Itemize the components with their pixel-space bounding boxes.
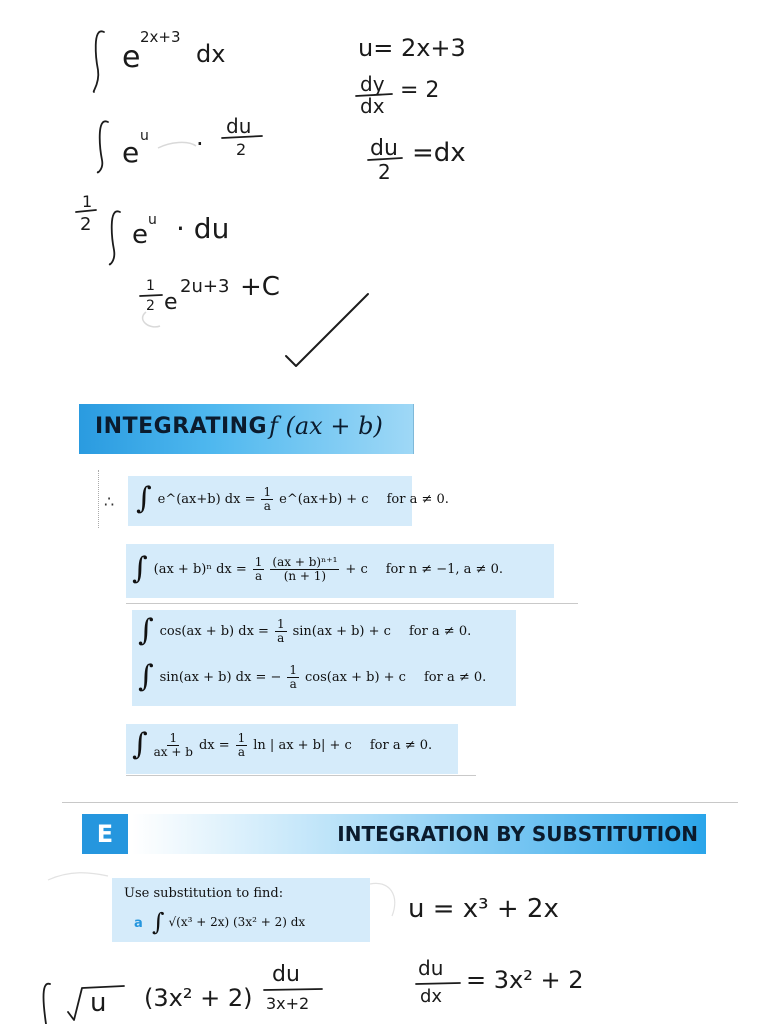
section-title-math: f (ax + b): [269, 412, 383, 440]
section-title-word: INTEGRATING: [95, 414, 268, 439]
integral-sign: ∫: [138, 613, 154, 648]
integral-stroke-bottom: [44, 984, 51, 1024]
hw-l2-exp: u: [140, 128, 149, 144]
f3-den: a: [277, 630, 285, 645]
faint-arc-left: [48, 873, 108, 880]
f3-coef: [275, 618, 287, 644]
integral-sign: ∫: [132, 727, 148, 762]
hw-l3-coef-num: 1: [82, 192, 93, 211]
integral-stroke-1: [94, 31, 104, 92]
f4-rhs: cos(ax + b) + c: [305, 669, 406, 685]
hw-r2-den: dx: [360, 94, 385, 118]
f2-num: (ax + b)ⁿ⁺¹: [272, 554, 338, 569]
frac-bar-bottom-left: [264, 989, 322, 990]
hw-l2-num: du: [226, 114, 252, 138]
integral-stroke-2: [98, 121, 108, 172]
formula-box-power: [126, 544, 554, 598]
rule-line: [126, 603, 578, 604]
hw-b2-num: du: [418, 956, 444, 980]
f2-coef: [253, 556, 265, 582]
hw-l1-base: e: [122, 40, 141, 75]
faint-correction-mark: [158, 142, 196, 148]
section-title-band: [132, 814, 706, 854]
hw-l1-exp: 2x+3: [140, 28, 181, 46]
integral-sign: ∫: [138, 659, 154, 694]
hw-l2-dot: ·: [196, 130, 204, 158]
formula-box-trig: [132, 610, 516, 706]
f2-den: (n + 1): [283, 568, 327, 583]
hw-b3-num: du: [272, 962, 300, 987]
section-title-integrating: [79, 404, 414, 454]
f1-coef: [261, 486, 273, 512]
hw-l3-base: e: [132, 220, 148, 250]
hw-l1-dx: dx: [196, 40, 226, 68]
hw-b3-mid: (3x² + 2): [144, 984, 253, 1012]
f4-cond: for a ≠ 0.: [423, 669, 487, 685]
hw-r2-eq: = 2: [400, 78, 440, 103]
hw-b3-den: 3x+2: [266, 994, 310, 1013]
f5-c-num: 1: [237, 730, 246, 745]
f4-coef: [287, 664, 299, 690]
f5-mid: dx =: [198, 737, 230, 753]
f5-cond: for a ≠ 0.: [369, 737, 433, 753]
f5-c-den: a: [237, 744, 246, 759]
f2-lhs: (ax + b)ⁿ dx =: [153, 561, 247, 577]
f5-den: ax + b: [153, 744, 193, 759]
f1-den: a: [263, 498, 271, 513]
integral-sign: ∫: [136, 481, 152, 516]
hw-r3-eq: =dx: [412, 138, 466, 168]
hw-l4-c: +C: [240, 272, 280, 302]
faint-circle-mark: [143, 312, 160, 327]
integral-sign: ∫: [132, 551, 148, 586]
frac-bar-bottom-right: [416, 983, 460, 984]
hw-r3-num: du: [370, 136, 398, 161]
f2-rhs: + c: [345, 561, 368, 577]
exercise-question: Use substitution to find:: [124, 886, 284, 901]
integral-stroke-3: [110, 211, 120, 264]
hw-l4-base: e: [164, 290, 178, 315]
f5-frac: [154, 732, 193, 758]
f5-num: 1: [169, 730, 178, 745]
f1-num: 1: [263, 484, 272, 499]
f1-cond: for a ≠ 0.: [386, 491, 449, 507]
hw-b2-rhs: = 3x² + 2: [466, 966, 584, 994]
integral-sign: ∫: [152, 908, 165, 936]
section-divider: [62, 802, 738, 803]
f2-cond: for n ≠ −1, a ≠ 0.: [385, 561, 503, 577]
f5-rhs: ln | ax + b| + c: [253, 737, 352, 753]
faint-arc-right: [370, 883, 395, 916]
hw-l3-rest: · du: [176, 212, 230, 245]
f4-den: a: [289, 676, 297, 691]
rule-line: [126, 775, 476, 776]
hw-b3-u: u: [90, 988, 107, 1018]
exercise-part-expr-text: √(x³ + 2x) (3x² + 2) dx: [168, 915, 306, 929]
f3-rhs: sin(ax + b) + c: [292, 623, 391, 639]
hw-b1: u = x³ + 2x: [408, 894, 559, 924]
f4-num: 1: [289, 662, 298, 677]
f2-frac: [270, 556, 339, 582]
f2-c-den: a: [255, 568, 263, 583]
f3-lhs: cos(ax + b) dx =: [159, 623, 269, 639]
hw-l3-exp: u: [148, 212, 157, 228]
f4-lhs: sin(ax + b) dx = −: [159, 669, 282, 685]
formula-box-exp: [128, 476, 449, 526]
check-mark-icon: [286, 294, 368, 366]
hw-r2-num: dy: [360, 72, 385, 96]
f2-c-num: 1: [254, 554, 263, 569]
frac-bar-half-2: [140, 295, 162, 296]
f3-num: 1: [276, 616, 285, 631]
hw-r1: u= 2x+3: [358, 34, 466, 62]
f1-lhs: e^(ax+b) dx =: [157, 491, 256, 507]
hw-l2-den: 2: [236, 140, 247, 159]
section-title-substitution: INTEGRATION BY SUBSTITUTION: [337, 822, 698, 846]
hw-r3-den: 2: [378, 160, 391, 184]
exercise-part-label: a: [134, 916, 143, 931]
exercise-part-expr: [152, 910, 305, 934]
f3-cond: for a ≠ 0.: [408, 623, 472, 639]
hw-l4-exp: 2u+3: [180, 276, 230, 297]
formula-box-ln: [126, 724, 458, 774]
hw-b2-den: dx: [420, 986, 443, 1007]
hw-l4-coef-den: 2: [146, 298, 155, 314]
hw-l4-coef-num: 1: [146, 278, 155, 294]
exercise-box: [112, 878, 370, 942]
therefore-symbol: ∴: [104, 492, 115, 511]
section-letter-badge: E: [82, 814, 128, 854]
f1-rhs: e^(ax+b) + c: [279, 491, 369, 507]
divider-dotted: [98, 470, 100, 528]
f5-coef: [236, 732, 248, 758]
hw-l2-base: e: [122, 136, 140, 169]
hw-l3-coef-den: 2: [80, 214, 92, 235]
